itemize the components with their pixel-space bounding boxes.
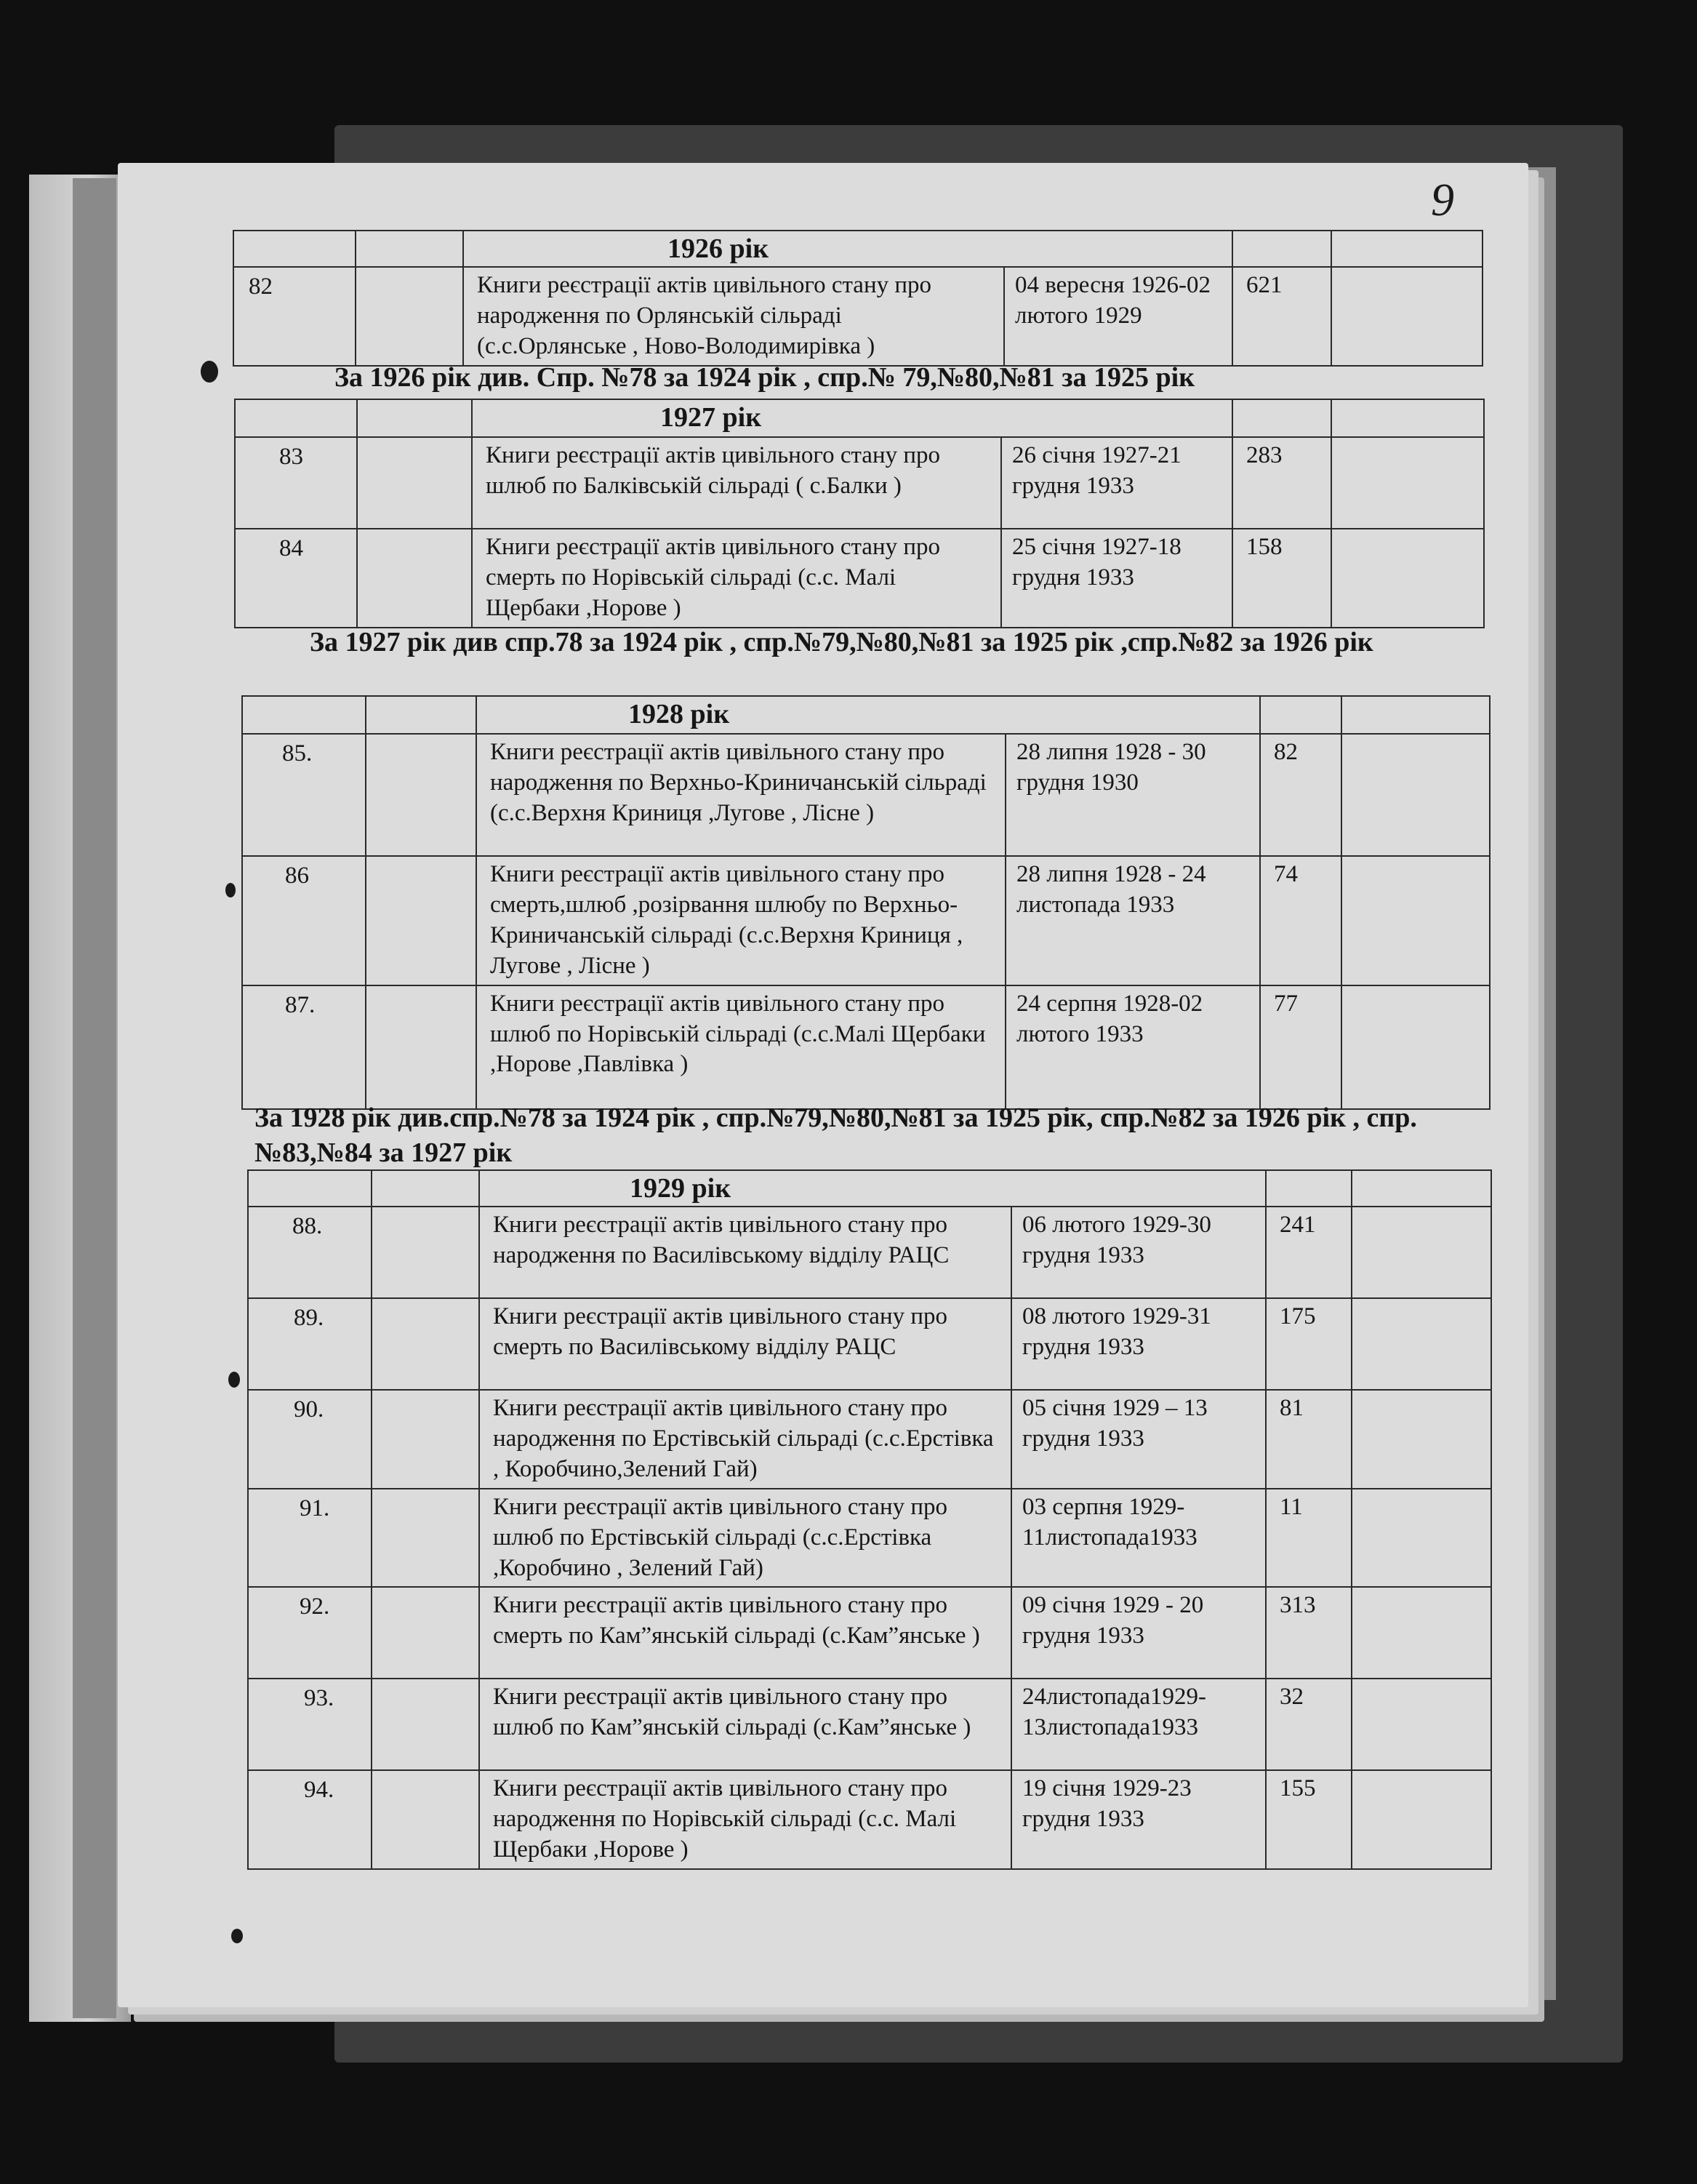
item-sheets: 82 (1260, 734, 1341, 856)
table-row (235, 529, 1484, 628)
item-sheets: 621 (1232, 267, 1331, 366)
item-number: 87. (242, 985, 366, 1109)
register-table-1928 (241, 695, 1491, 1110)
table-row (242, 985, 1490, 1109)
item-dates: 28 липня 1928 - 30 грудня 1930 (1006, 734, 1260, 856)
notes-cell (1331, 529, 1484, 628)
item-number: 85. (242, 734, 366, 856)
blank-cell (372, 1770, 479, 1869)
section-note: За 1928 рік див.спр.№78 за 1924 рік , спр.№79,№80,№81 за 1925 рік, спр.№82 за 1926 рік , спр.№83,№84 за 1927 рік (254, 1103, 1417, 1168)
item-title: Книги реєстрації актів цивільного стану про народження по Верхньо-Криничанській сільраді (с.с.Верхня Криниця ,Лугове , Лісне ) (476, 734, 1006, 856)
table-row (248, 1207, 1491, 1298)
notes-cell (1352, 1489, 1491, 1588)
notes-cell (1352, 1679, 1491, 1770)
item-title: Книги реєстрації актів цивільного стану про смерть по Кам”янській сільраді (с.Кам”янське ) (479, 1587, 1011, 1679)
section-note: За 1926 рік див. Спр. №78 за 1924 рік , спр.№ 79,№80,№81 за 1925 рік (334, 362, 1195, 393)
item-title: Книги реєстрації актів цивільного стану про народження по Василівському відділу РАЦС (479, 1207, 1011, 1298)
blank-cell (372, 1390, 479, 1489)
blank-cell (372, 1489, 479, 1588)
notes-cell (1352, 1390, 1491, 1489)
table-row (233, 267, 1483, 366)
adjacent-page-edge (73, 178, 116, 2018)
item-number: 93. (248, 1679, 372, 1770)
table-row (248, 1679, 1491, 1770)
blank-cell (357, 529, 472, 628)
item-dates: 04 вересня 1926-02 лютого 1929 (1004, 267, 1232, 366)
year-heading: 1927 рік (472, 399, 1232, 437)
register-table-1926 (233, 230, 1483, 367)
item-number: 83 (235, 437, 357, 529)
punch-hole (201, 361, 218, 383)
item-dates: 28 липня 1928 - 24 листопада 1933 (1006, 856, 1260, 985)
item-number: 84 (235, 529, 357, 628)
year-heading: 1928 рік (476, 696, 1260, 734)
punch-hole (231, 1929, 243, 1943)
table-row (248, 1298, 1491, 1390)
item-sheets: 32 (1266, 1679, 1352, 1770)
item-title: Книги реєстрації актів цивільного стану про народження по Норівській сільраді (с.с. Малі Щербаки ,Норове ) (479, 1770, 1011, 1869)
item-title: Книги реєстрації актів цивільного стану про шлюб по Ерстівській сільраді (с.с.Ерстівка ,Коробчино , Зелений Гай) (479, 1489, 1011, 1588)
item-dates: 06 лютого 1929-30 грудня 1933 (1011, 1207, 1266, 1298)
table-row (242, 856, 1490, 985)
punch-hole (228, 1372, 240, 1388)
blank-cell (366, 985, 476, 1109)
notes-cell (1331, 437, 1484, 529)
notes-cell (1341, 985, 1490, 1109)
item-sheets: 77 (1260, 985, 1341, 1109)
notes-cell (1341, 734, 1490, 856)
notes-cell (1341, 856, 1490, 985)
blank-cell (366, 734, 476, 856)
notes-cell (1352, 1298, 1491, 1390)
item-sheets: 158 (1232, 529, 1331, 628)
item-dates: 26 січня 1927-21 грудня 1933 (1001, 437, 1232, 529)
register-table-1927 (234, 399, 1485, 628)
blank-cell (372, 1298, 479, 1390)
item-number: 89. (248, 1298, 372, 1390)
notes-cell (1352, 1587, 1491, 1679)
notes-cell (1352, 1207, 1491, 1298)
blank-cell (356, 267, 463, 366)
item-number: 92. (248, 1587, 372, 1679)
item-title: Книги реєстрації актів цивільного стану про шлюб по Норівській сільраді (с.с.Малі Щербаки ,Норове ,Павлівка ) (476, 985, 1006, 1109)
blank-cell (372, 1207, 479, 1298)
item-title: Книги реєстрації актів цивільного стану про народження по Орлянській сільраді (с.с.Орлянське , Ново-Володимирівка ) (463, 267, 1004, 366)
item-dates: 24 серпня 1928-02 лютого 1933 (1006, 985, 1260, 1109)
item-number: 91. (248, 1489, 372, 1588)
section-note: За 1927 рік див спр.78 за 1924 рік , спр.№79,№80,№81 за 1925 рік ,спр.№82 за 1926 рік (310, 627, 1373, 657)
item-sheets: 313 (1266, 1587, 1352, 1679)
item-title: Книги реєстрації актів цивільного стану про смерть,шлюб ,розірвання шлюбу по Верхньо-Криничанській сільраді (с.с.Верхня Криниця , Лугове , Лісне ) (476, 856, 1006, 985)
item-sheets: 74 (1260, 856, 1341, 985)
item-number: 90. (248, 1390, 372, 1489)
item-number: 86 (242, 856, 366, 985)
item-title: Книги реєстрації актів цивільного стану про смерть по Норівській сільраді (с.с. Малі Щербаки ,Норове ) (472, 529, 1001, 628)
notes-cell (1352, 1770, 1491, 1869)
item-title: Книги реєстрації актів цивільного стану про смерть по Василівському відділу РАЦС (479, 1298, 1011, 1390)
item-dates: 24листопада1929-13листопада1933 (1011, 1679, 1266, 1770)
blank-cell (372, 1679, 479, 1770)
item-dates: 19 січня 1929-23 грудня 1933 (1011, 1770, 1266, 1869)
item-sheets: 283 (1232, 437, 1331, 529)
table-row (248, 1587, 1491, 1679)
item-number: 94. (248, 1770, 372, 1869)
table-row (248, 1489, 1491, 1588)
item-dates: 05 січня 1929 – 13 грудня 1933 (1011, 1390, 1266, 1489)
table-row (248, 1770, 1491, 1869)
blank-cell (372, 1587, 479, 1679)
item-number: 88. (248, 1207, 372, 1298)
register-table-1929 (247, 1169, 1492, 1870)
item-dates: 08 лютого 1929-31 грудня 1933 (1011, 1298, 1266, 1390)
page-number: 9 (1431, 174, 1454, 225)
notes-cell (1331, 267, 1483, 366)
item-title: Книги реєстрації актів цивільного стану про народження по Ерстівській сільраді (с.с.Ерстівка , Коробчино,Зелений Гай) (479, 1390, 1011, 1489)
item-sheets: 175 (1266, 1298, 1352, 1390)
punch-hole (225, 883, 236, 897)
item-dates: 03 серпня 1929-11листопада1933 (1011, 1489, 1266, 1588)
item-sheets: 241 (1266, 1207, 1352, 1298)
item-title: Книги реєстрації актів цивільного стану про шлюб по Балківській сільраді ( с.Балки ) (472, 437, 1001, 529)
item-dates: 25 січня 1927-18 грудня 1933 (1001, 529, 1232, 628)
year-heading: 1929 рік (479, 1170, 1266, 1207)
item-sheets: 81 (1266, 1390, 1352, 1489)
table-row (248, 1390, 1491, 1489)
blank-cell (366, 856, 476, 985)
item-sheets: 11 (1266, 1489, 1352, 1588)
item-number: 82 (233, 267, 356, 366)
blank-cell (357, 437, 472, 529)
item-dates: 09 січня 1929 - 20 грудня 1933 (1011, 1587, 1266, 1679)
item-title: Книги реєстрації актів цивільного стану про шлюб по Кам”янській сільраді (с.Кам”янське ) (479, 1679, 1011, 1770)
table-row (242, 734, 1490, 856)
year-heading: 1926 рік (463, 231, 1232, 267)
item-sheets: 155 (1266, 1770, 1352, 1869)
table-row (235, 437, 1484, 529)
